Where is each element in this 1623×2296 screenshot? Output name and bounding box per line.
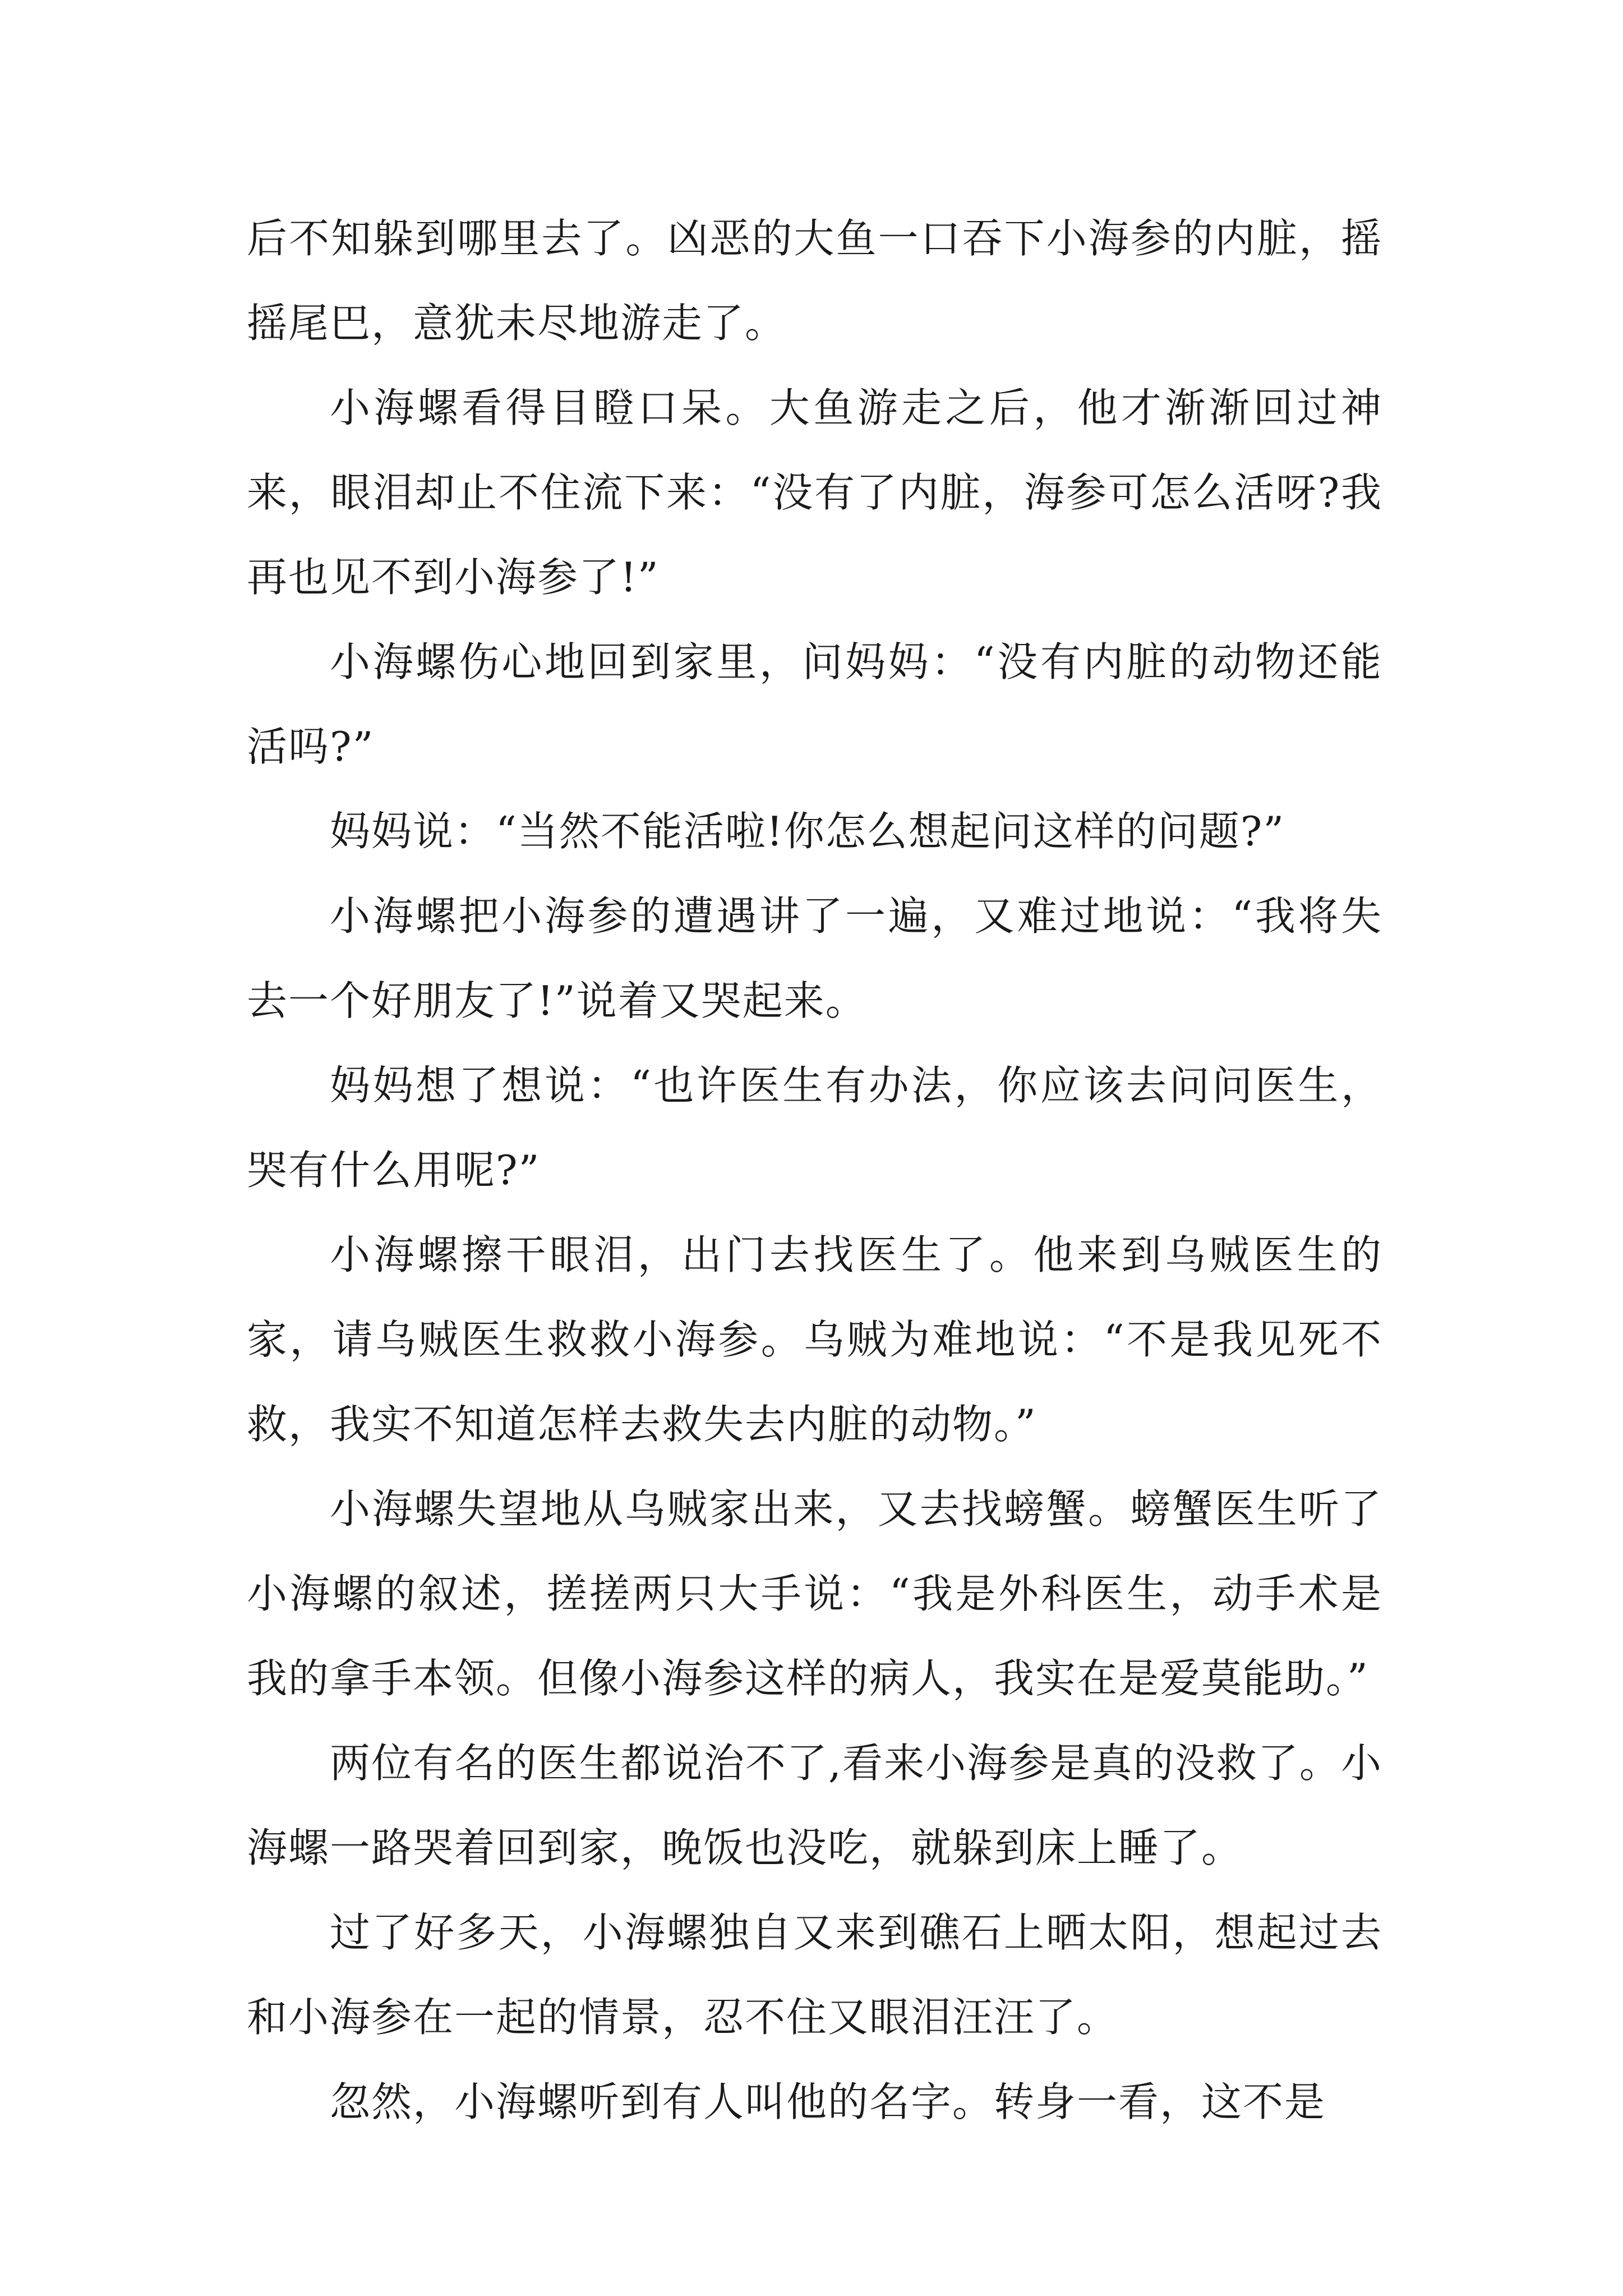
paragraph-5: 小海螺把小海参的遭遇讲了一遍，又难过地说：“我将失去一个好朋友了!”说着又哭起来。 bbox=[247, 892, 1382, 1024]
story-text bbox=[247, 196, 1382, 2145]
paragraph-3: 小海螺伤心地回到家里，问妈妈：“没有内脏的动物还能活吗?” bbox=[247, 638, 1382, 770]
paragraph-2: 小海螺看得目瞪口呆。大鱼游走之后，他才渐渐回过神来，眼泪却止不住流下来：“没有了内脏，海参可怎么活呀?我再也见不到小海参了!” bbox=[247, 384, 1382, 601]
paragraph-6: 妈妈想了想说：“也许医生有办法，你应该去问问医生，哭有什么用呢?” bbox=[247, 1062, 1382, 1194]
paragraph-10: 过了好多天，小海螺独自又来到礁石上晒太阳，想起过去和小海参在一起的情景，忍不住又眼泪汪汪了。 bbox=[247, 1909, 1382, 2041]
paragraph-7: 小海螺擦干眼泪，出门去找医生了。他来到乌贼医生的家，请乌贼医生救救小海参。乌贼为难地说：“不是我见死不救，我实不知道怎样去救失去内脏的动物。” bbox=[247, 1231, 1382, 1448]
paragraph-9: 两位有名的医生都说治不了,看来小海参是真的没救了。小海螺一路哭着回到家，晚饭也没吃，就躲到床上睡了。 bbox=[247, 1740, 1382, 1871]
paragraph-4: 妈妈说：“当然不能活啦!你怎么想起问这样的问题?” bbox=[330, 808, 1285, 855]
paragraph-8: 小海螺失望地从乌贼家出来，又去找螃蟹。螃蟹医生听了小海螺的叙述，搓搓两只大手说：“我是外科医生，动手术是我的拿手本领。但像小海参这样的病人，我实在是爱莫能助。” bbox=[247, 1485, 1382, 1702]
paragraph-11: 忽然，小海螺听到有人叫他的名字。转身一看，这不是 bbox=[330, 2078, 1326, 2125]
paragraph-1: 后不知躲到哪里去了。凶恶的大鱼一口吞下小海参的内脏，摇摇尾巴，意犹未尽地游走了。 bbox=[247, 215, 1382, 347]
